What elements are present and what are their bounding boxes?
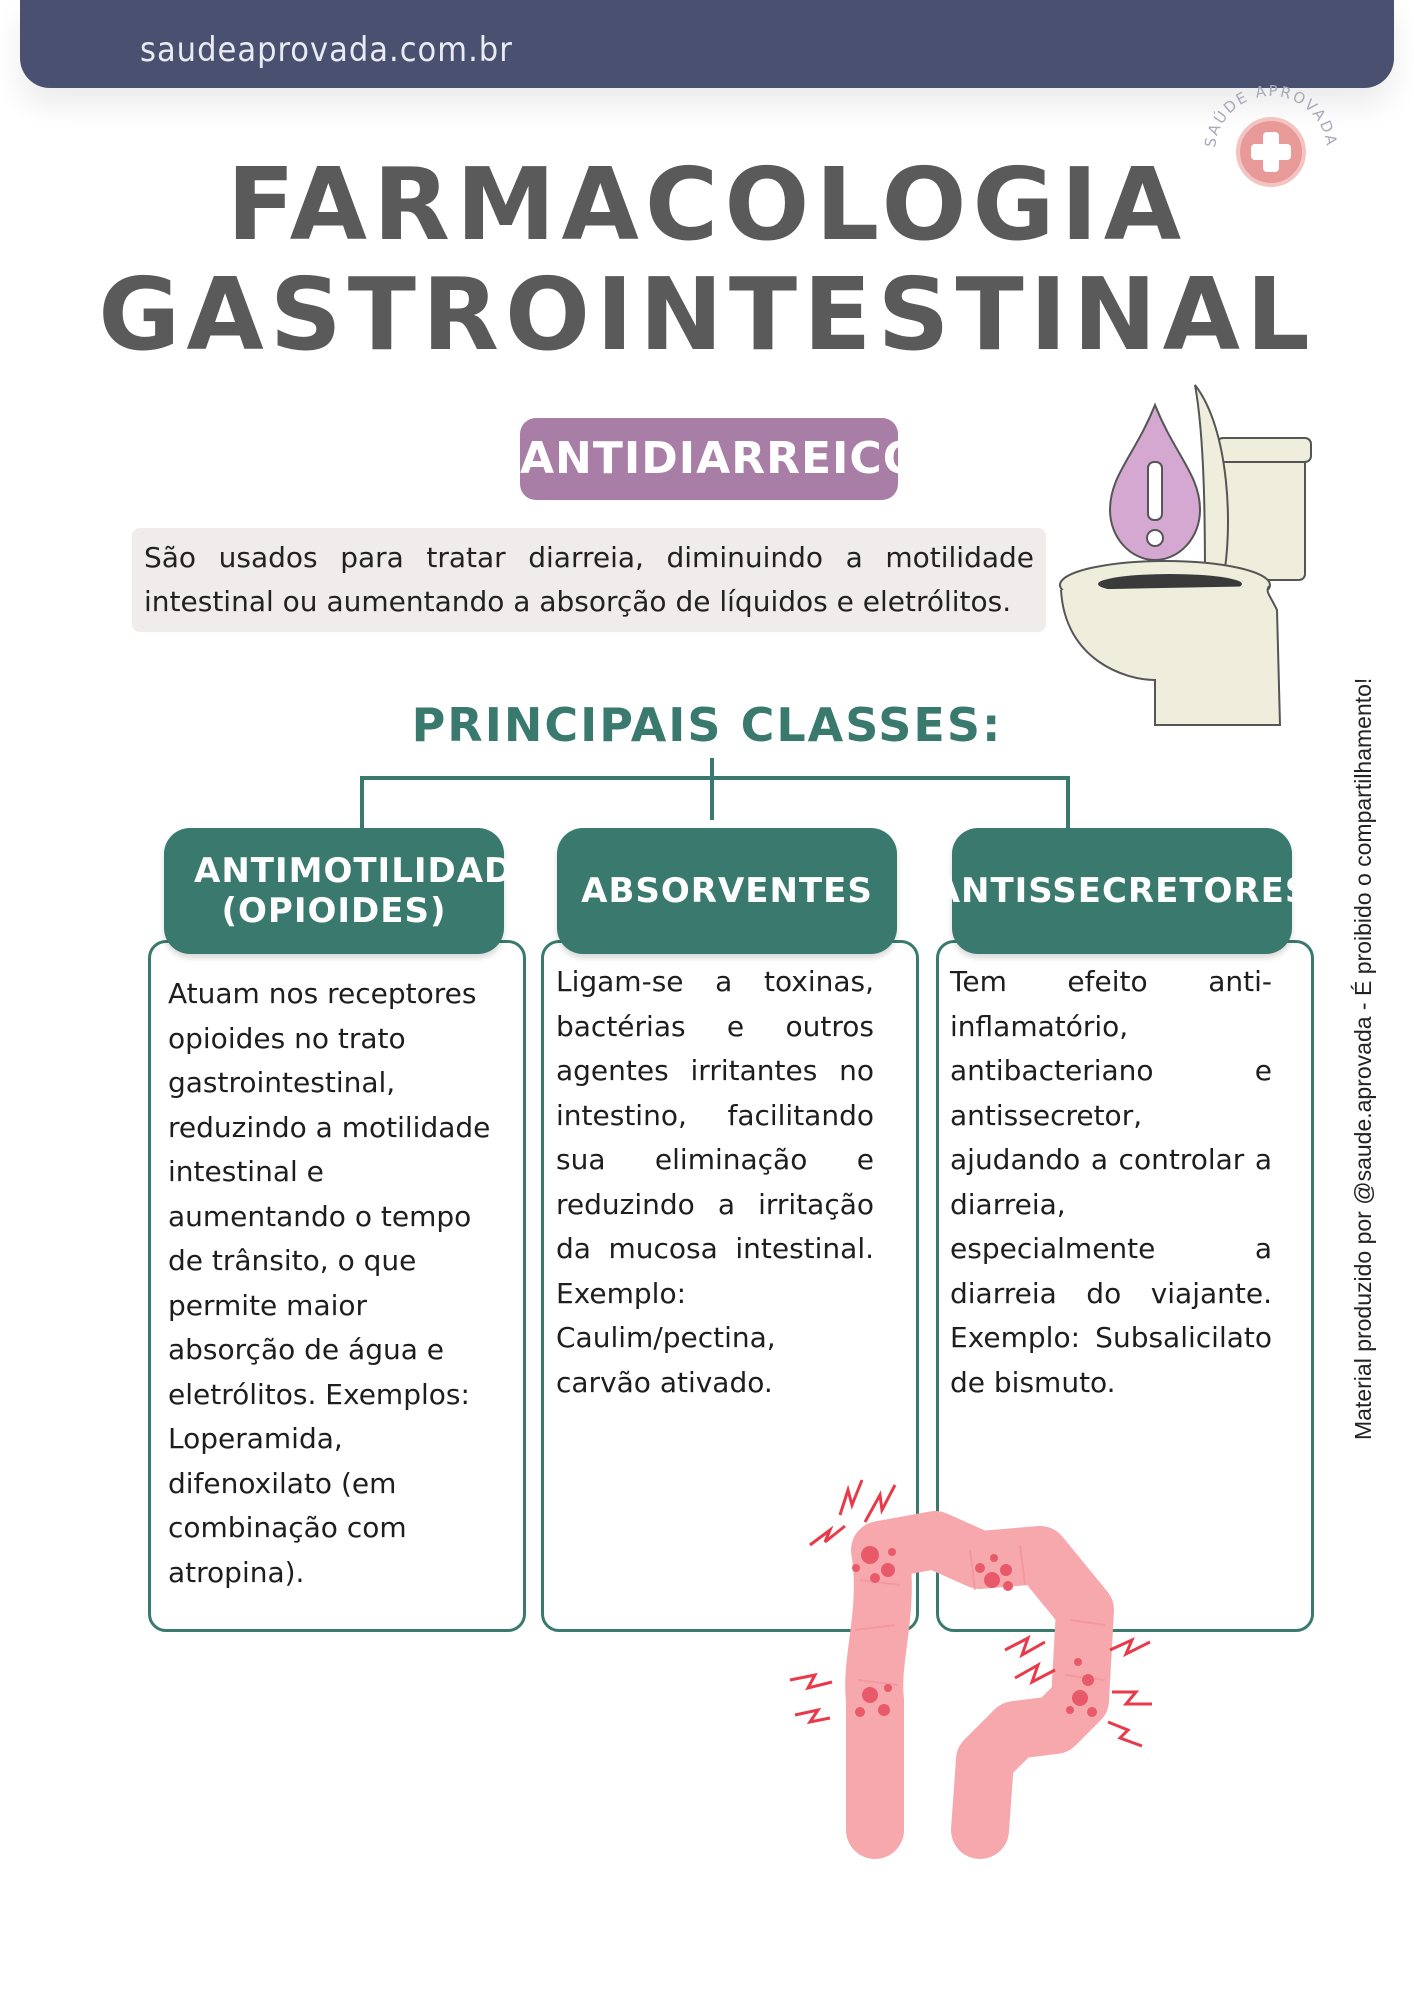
classes-title: PRINCIPAIS CLASSES: bbox=[411, 698, 1003, 752]
copyright-note: Material produzido por @saude.aprovada - É proibido o compartilhamento! bbox=[1350, 677, 1376, 1440]
section-pill: ANTIDIARREICOS bbox=[520, 418, 898, 500]
class-heading-antissecretores: ANTISSECRETORES bbox=[952, 828, 1292, 954]
intro-text: São usados para tratar diarreia, diminuindo a motilidade intestinal ou aumentando a absorção de líquidos e eletrólitos. bbox=[132, 528, 1046, 632]
page-title-line-2: GASTROINTESTINAL bbox=[98, 256, 1316, 373]
class-heading-antimotilidade bbox=[164, 828, 538, 954]
logo-text: SAÚDE APROVADA bbox=[1201, 81, 1341, 149]
class-text-absorventes: Ligam-se a toxinas, bactérias e outros agentes irritantes no intestino, facilitando sua eliminação e reduzindo a irritação da mucosa intestinal. Exemplo: Caulim/pectina, carvão ativado. bbox=[556, 965, 874, 1399]
toilet-warning-icon bbox=[1055, 380, 1315, 740]
class-heading-text: ANTIMOTILIDADE (OPIOIDES) bbox=[194, 851, 538, 931]
inflamed-intestine-icon bbox=[770, 1460, 1170, 1860]
class-text-antimotilidade: Atuam nos receptores opioides no trato gastrointestinal, reduzindo a motilidade intestinal e aumentando o tempo de trânsito, o que permite maior absorção de água e eletrólitos. Exemplos: Loperamida, difenoxilato (em combinação com atropina). bbox=[168, 977, 491, 1589]
class-text-antissecretores: Tem efeito anti-inflamatório, antibacteriano e antissecretor, ajudando a controlar a diarreia, especialmente a diarreia do viajante. Exemplo: Subsalicilato de bismuto. bbox=[950, 965, 1272, 1399]
site-url[interactable]: saudeaprovada.com.br bbox=[140, 30, 513, 70]
class-heading-absorventes: ABSORVENTES bbox=[557, 828, 897, 954]
page-title-line-1: FARMACOLOGIA bbox=[226, 146, 1188, 263]
top-bar bbox=[20, 0, 1394, 88]
